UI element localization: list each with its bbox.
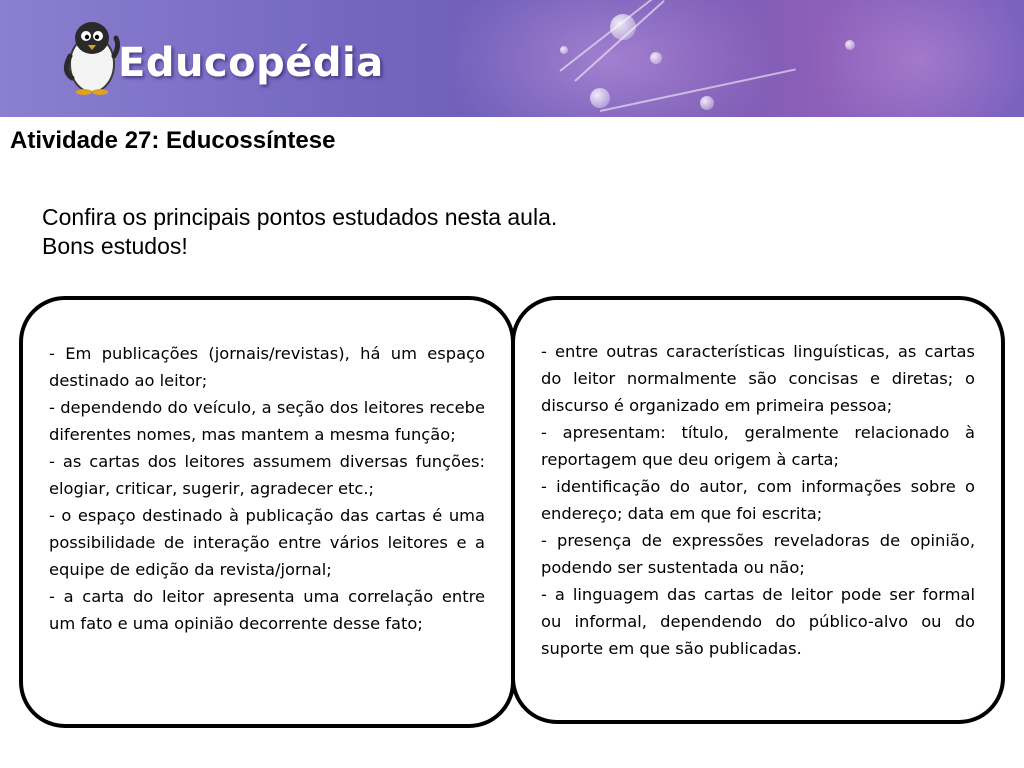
banner-bubble — [560, 46, 568, 54]
summary-item: - as cartas dos leitores assumem diversas funções: elogiar, criticar, sugerir, agradecer etc.; — [49, 452, 485, 498]
penguin-mascot-icon — [62, 16, 120, 96]
banner-bubble — [650, 52, 662, 64]
summary-box-left — [19, 296, 515, 728]
intro-line: Bons estudos! — [42, 233, 188, 259]
page-title: Atividade 27: Educossíntese — [10, 127, 336, 154]
summary-item: - entre outras características linguísticas, as cartas do leitor normalmente são concisas e diretas; o discurso é organizado em primeira pessoa; — [541, 342, 975, 415]
summary-item: - a carta do leitor apresenta uma correlação entre um fato e uma opinião decorrente desse fato; — [49, 587, 485, 633]
summary-item: - apresentam: título, geralmente relacionado à reportagem que deu origem à carta; — [541, 423, 975, 469]
summary-box-right — [511, 296, 1005, 724]
summary-item: - Em publicações (jornais/revistas), há um espaço destinado ao leitor; — [49, 344, 485, 390]
intro-text — [42, 203, 557, 261]
header-banner — [0, 0, 1024, 117]
banner-bubble — [590, 88, 610, 108]
summary-item: - o espaço destinado à publicação das cartas é uma possibilidade de interação entre vários leitores e a equipe de edição da revista/jornal; — [49, 506, 485, 579]
banner-glow — [800, 0, 1024, 117]
summary-item: - identificação do autor, com informações sobre o endereço; data em que foi escrita; — [541, 477, 975, 523]
summary-item: - a linguagem das cartas de leitor pode ser formal ou informal, dependendo do público-alvo ou do suporte em que são publicadas. — [541, 585, 975, 658]
logo-text: Educopédia — [118, 40, 384, 86]
intro-line: Confira os principais pontos estudados nesta aula. — [42, 204, 558, 230]
banner-bubble — [700, 96, 714, 110]
summary-item: - presença de expressões reveladoras de opinião, podendo ser sustentada ou não; — [541, 531, 975, 577]
summary-item: - dependendo do veículo, a seção dos leitores recebe diferentes nomes, mas mantem a mesma função; — [49, 398, 485, 444]
banner-bubble — [845, 40, 855, 50]
banner-glow — [430, 0, 790, 117]
